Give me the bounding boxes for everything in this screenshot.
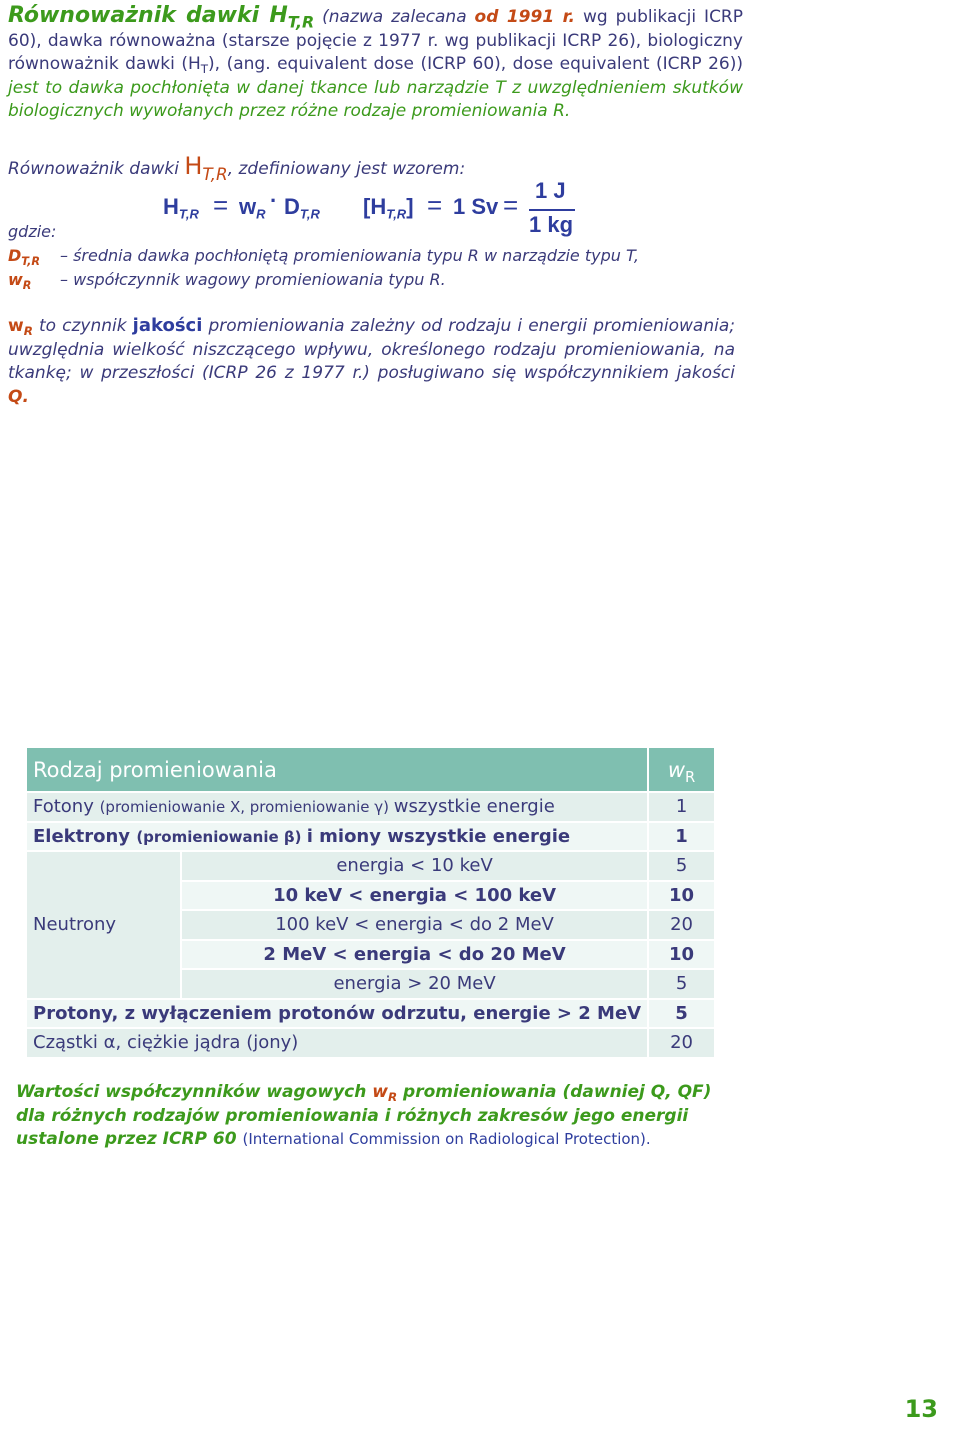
- formula-unit: $[H_{T,R}]$: [363, 194, 414, 222]
- intro-title: Równoważnik dawki $H_{T,R}$: [8, 3, 315, 32]
- intro-definition: jest to dawka pochłonięta w danej tkance lub narządzie T z uwzględnieniem skutków biologicznych wywołanych przez różne rodzaje promieniowania R.: [8, 77, 743, 121]
- formula-denominator: 1 kg: [529, 212, 574, 237]
- table-row: Elektrony (promieniowanie β) i miony wszystkie energie 1: [26, 822, 715, 852]
- formula-eq: =: [213, 190, 229, 220]
- table-row: Neutrony energia < 10 keV 5: [26, 851, 715, 881]
- formula-eq3: =: [503, 190, 519, 220]
- formula-lhs: $H_{T,R}$: [163, 194, 199, 222]
- wr-symbol: $w_R$: [8, 316, 33, 339]
- table-row: energia > 20 MeV 5: [26, 969, 715, 999]
- table-caption: Wartości współczynników wagowych $w_R$ promieniowania (dawniej Q, QF) dla różnych rodzajów promieniowania i różnych zakresów jego energii ustalone przez ICRP 60 (International Commission on Radiological Protection).: [16, 1082, 712, 1149]
- definition-line: Równoważnik dawki $H_{T,R}$, zdefiniowany jest wzorem:: [8, 152, 466, 184]
- table-row: 10 keV < energia < 100 keV 10: [26, 881, 715, 911]
- where-row-w: $w_R$ – współczynnik wagowy promieniowania typu R.: [8, 270, 446, 292]
- neutrons-label: Neutrony: [26, 851, 181, 999]
- year-highlight: od 1991 r.: [474, 7, 576, 27]
- page-number: 13: [904, 1395, 938, 1423]
- radiation-weight-table: [25, 746, 716, 1059]
- table-row: 2 MeV < energia < do 20 MeV 10: [26, 940, 715, 970]
- table-row: Protony, z wyłączeniem protonów odrzutu, energie > 2 MeV 5: [26, 999, 715, 1029]
- formula: [163, 178, 583, 240]
- fraction-line: [529, 209, 575, 211]
- table-row: Cząstki α, ciężkie jądra (jony) 20: [26, 1028, 715, 1058]
- formula-dot: ·: [270, 188, 278, 213]
- formula-eq2: =: [427, 190, 443, 220]
- where-row-d: $D_{T,R}$ – średnia dawka pochłoniętą promieniowania typu R w narządzie typu T,: [8, 246, 639, 268]
- table-row: Fotony (promieniowanie X, promieniowanie γ) wszystkie energie 1: [26, 792, 715, 822]
- wr-paragraph: $w_R$ to czynnik jakości promieniowania zależny od rodzaju i energii promieniowania; uwzględnia wielkość niszczącego wpływu, określonego rodzaju promieniowania, na tkankę; w przeszłości (ICRP 26 z 1977 r.) posługiwano się współczynnikiem jakości Q.: [8, 315, 735, 407]
- header-radiation-type: Rodzaj promieniowania: [26, 747, 648, 792]
- formula-numerator: 1 J: [535, 178, 566, 203]
- h-symbol: $H_{T,R}$: [184, 152, 228, 184]
- table-row: 100 keV < energia < do 2 MeV 20: [26, 910, 715, 940]
- formula-sv: 1 Sv: [453, 194, 499, 219]
- header-wr: $w_R$: [648, 747, 715, 792]
- where-label: gdzie:: [8, 222, 57, 241]
- formula-w: $w_R$: [239, 194, 266, 222]
- intro-paragraph: Równoważnik dawki $H_{T,R}$ (nazwa zalecana od 1991 r. wg publikacji ICRP 60), dawka równoważna (starsze pojęcie z 1977 r. wg publikacji ICRP 26), biologiczny równoważnik dawki $(H_T)$, (ang. equivalent dose (ICRP 60), dose equivalent (ICRP 26)) jest to dawka pochłonięta w danej tkance lub narządzie T z uwzględnieniem skutków biologicznych wywołanych przez różne rodzaje promieniowania R.: [8, 3, 744, 121]
- formula-d: $D_{T,R}$: [284, 194, 320, 222]
